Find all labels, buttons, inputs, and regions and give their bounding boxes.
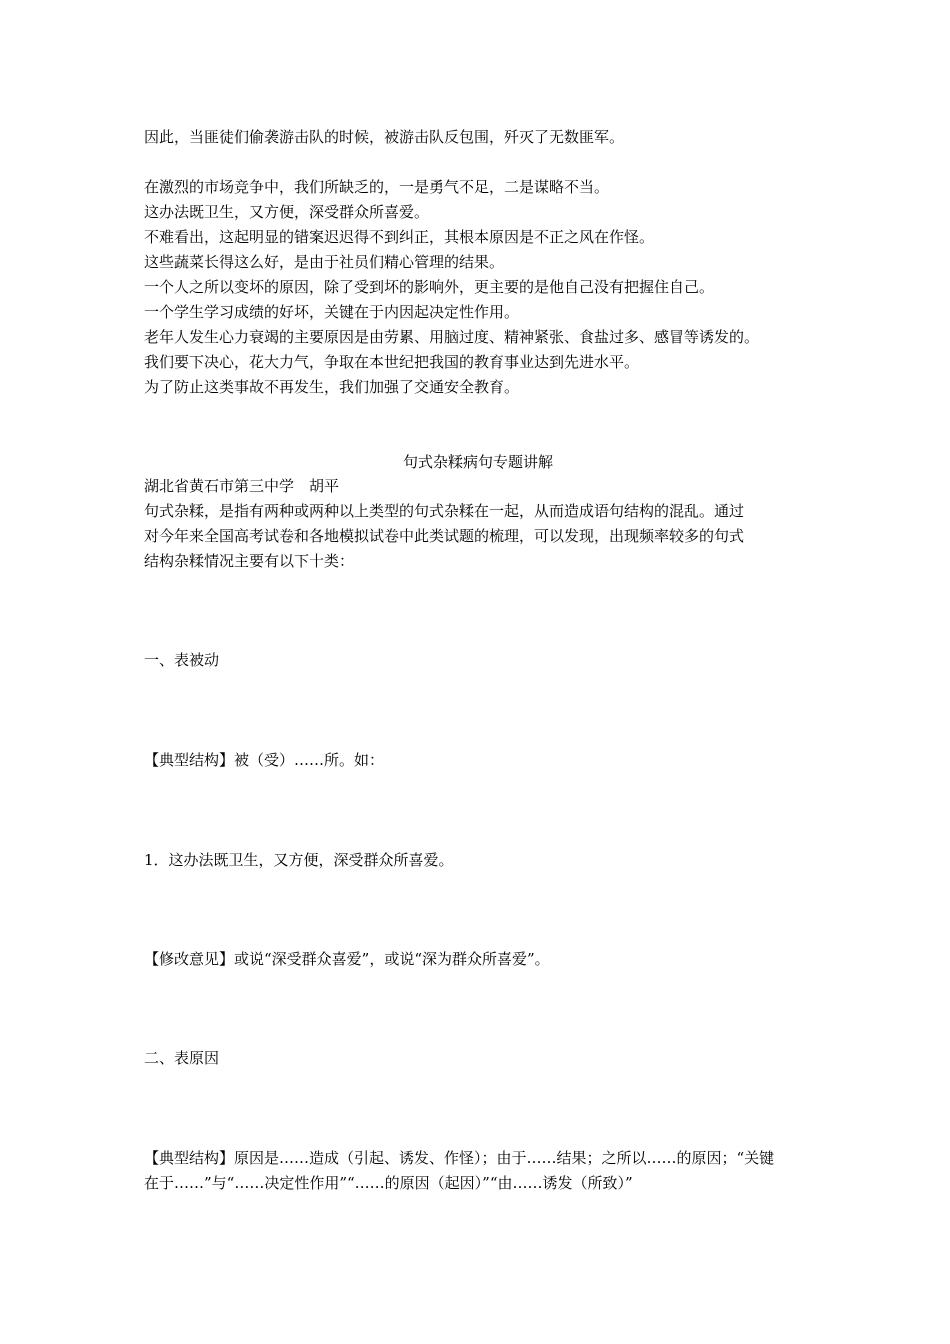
paragraph-line: 为了防止这类事故不再发生，我们加强了交通安全教育。 xyxy=(144,378,520,396)
section-heading: 二、表原因 xyxy=(144,1049,220,1067)
section-heading: 一、表被动 xyxy=(144,651,220,669)
paragraph-line: 我们要下决心，花大力气，争取在本世纪把我国的教育事业达到先进水平。 xyxy=(144,353,640,371)
intro-line: 对今年来全国高考试卷和各地模拟试卷中此类试题的梳理，可以发现，出现频率较多的句式 xyxy=(144,527,745,545)
paragraph-line: 在激烈的市场竞争中，我们所缺乏的，一是勇气不足，二是谋略不当。 xyxy=(144,178,610,196)
intro-line: 句式杂糅，是指有两种或两种以上类型的句式杂糅在一起，从而造成语句结构的混乱。通过 xyxy=(144,502,745,520)
paragraph-line: 不难看出，这起明显的错案迟迟得不到纠正，其根本原因是不正之风在作怪。 xyxy=(144,228,655,246)
paragraph-line: 这些蔬菜长得这么好，是由于社员们精心管理的结果。 xyxy=(144,253,505,271)
article-author: 湖北省黄石市第三中学 胡平 xyxy=(144,477,340,495)
typical-structure: 【典型结构】原因是……造成（引起、诱发、作怪）；由于……结果；之所以……的原因；“关键 xyxy=(144,1149,775,1167)
typical-structure: 【典型结构】被（受）……所。如： xyxy=(144,751,385,769)
revision-note: 【修改意见】或说“深受群众喜爱”，或说“深为群众所喜爱”。 xyxy=(144,950,550,968)
paragraph-line: 这办法既卫生，又方便，深受群众所喜爱。 xyxy=(144,203,430,221)
example-sentence: 1．这办法既卫生，又方便，深受群众所喜爱。 xyxy=(144,851,454,869)
paragraph-line: 老年人发生心力衰竭的主要原因是由劳累、用脑过度、精神紧张、食盐过多、感冒等诱发的。 xyxy=(144,328,760,346)
intro-line: 结构杂糅情况主要有以下十类： xyxy=(144,552,355,570)
paragraph-line: 一个人之所以变坏的原因，除了受到坏的影响外，更主要的是他自己没有把握住自己。 xyxy=(144,278,715,296)
article-title: 句式杂糅病句专题讲解 xyxy=(402,453,553,471)
paragraph-line: 一个学生学习成绩的好坏，关键在于内因起决定性作用。 xyxy=(144,303,520,321)
typical-structure: 在于……”与“……决定性作用”“……的原因（起因）”“由……诱发（所致）” xyxy=(144,1174,633,1192)
paragraph-line: 因此，当匪徒们偷袭游击队的时候，被游击队反包围，歼灭了无数匪军。 xyxy=(144,128,625,146)
